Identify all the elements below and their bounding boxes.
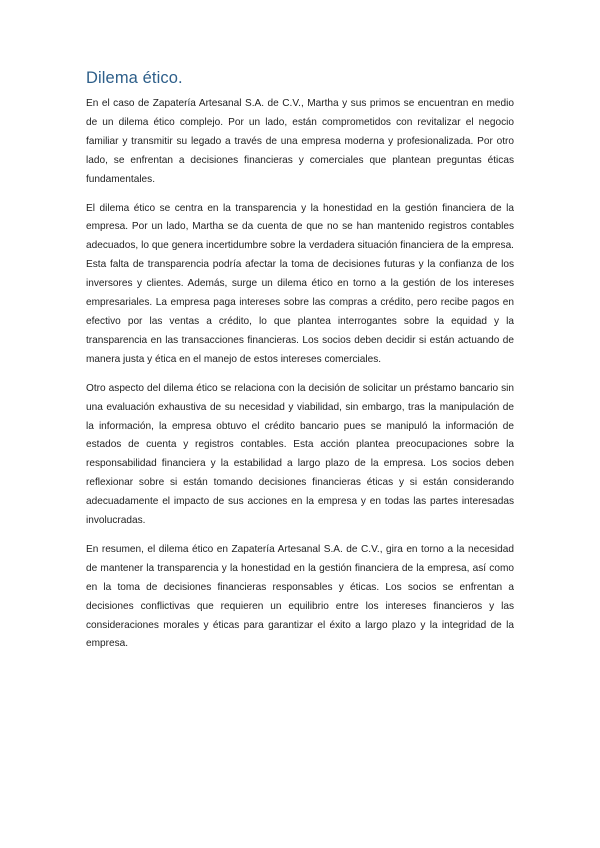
document-page: [86, 68, 514, 664]
paragraph-loan: Otro aspecto del dilema ético se relaciona con la decisión de solicitar un préstamo bancario sin una evaluación exhaustiva de su necesidad y viabilidad, sin embargo, tras la manipulación de la información, la empresa obtuvo el crédito bancario pues se manipuló la información de estados de cuenta y registros contables. Esta acción plantea preocupaciones sobre la responsabilidad financiera y la estabilidad a largo plazo de la empresa. Los socios deben reflexionar sobre si están tomando decisiones financieras éticas y si están considerando adecuadamente el impacto de sus acciones en la empresa y en todas las partes interesadas involucradas.: [86, 382, 514, 527]
paragraph-transparency: El dilema ético se centra en la transparencia y la honestidad en la gestión financiera de la empresa. Por un lado, Martha se da cuenta de que no se han mantenido registros contables adecuados, lo que genera incertidumbre sobre la verdadera situación financiera de la empresa. Esta falta de transparencia podría afectar la toma de decisiones futuras y la confianza de los inversores y clientes. Además, surge un dilema ético en torno a la gestión de los intereses empresariales. La empresa paga intereses sobre las compras a crédito, pero recibe pagos en efectivo por las ventas a crédito, lo que plantea interrogantes sobre la equidad y la transparencia en las transacciones financieras. Los socios deben decidir si están actuando de manera justa y ética en el manejo de estos intereses comerciales.: [86, 202, 514, 365]
document-heading: Dilema ético.: [86, 69, 183, 87]
paragraph-summary: En resumen, el dilema ético en Zapatería Artesanal S.A. de C.V., gira en torno a la necesidad de mantener la transparencia y la honestidad en la gestión financiera de la empresa, así como en la toma de decisiones financieras responsables y éticas. Los socios se enfrentan a decisiones conflictivas que requieren un equilibrio entre los intereses financieros y las consideraciones morales y éticas para garantizar el éxito a largo plazo y la integridad de la empresa.: [86, 543, 514, 650]
paragraph-intro: En el caso de Zapatería Artesanal S.A. de C.V., Martha y sus primos se encuentran en medio de un dilema ético complejo. Por un lado, están comprometidos con revitalizar el negocio familiar y transmitir su legado a través de una empresa moderna y profesionalizada. Por otro lado, se enfrentan a decisiones financieras y comerciales que plantean preguntas éticas fundamentales.: [86, 98, 514, 185]
